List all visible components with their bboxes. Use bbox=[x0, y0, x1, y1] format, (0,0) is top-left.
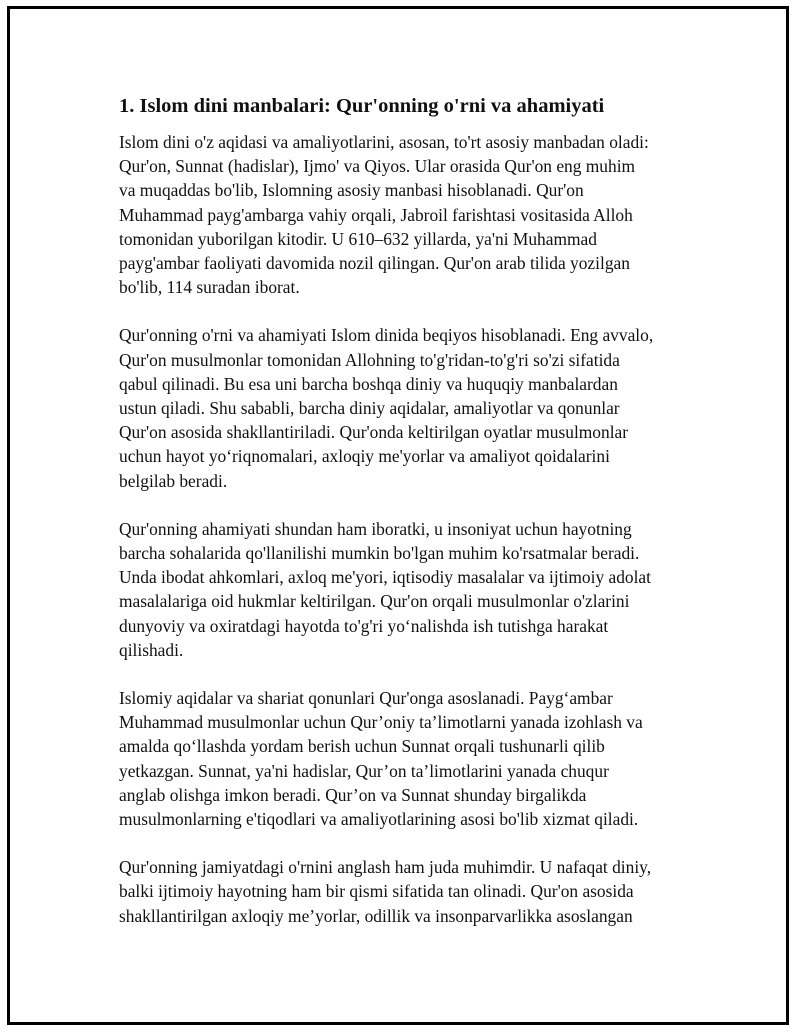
paragraph-3 bbox=[119, 517, 694, 662]
paragraph-line: musulmonlarning e'tiqodlari va amaliyotlarining asosi bo'lib xizmat qiladi. bbox=[119, 809, 639, 830]
paragraph-5 bbox=[119, 855, 694, 928]
paragraphs bbox=[119, 130, 694, 928]
paragraph-line: Qur'onning jamiyatdagi o'rnini anglash ham juda muhimdir. U nafaqat diniy, bbox=[119, 857, 652, 878]
paragraph-line: Islomiy aqidalar va shariat qonunlari Qur'onga asoslanadi. Payg‘ambar bbox=[119, 688, 613, 709]
paragraph-line: Qur'on, Sunnat (hadislar), Ijmo' va Qiyos. Ular orasida Qur'on eng muhim bbox=[119, 156, 636, 177]
paragraph-line: Qur'on musulmonlar tomonidan Allohning to'g'ridan-to'g'ri so'zi sifatida bbox=[119, 349, 620, 370]
paragraph-line: masalalariga oid hukmlar keltirilgan. Qur'on orqali musulmonlar o'zlarini bbox=[119, 591, 630, 612]
paragraph-line: Qur'on asosida shakllantiriladi. Qur'onda keltirilgan oyatlar musulmonlar bbox=[119, 422, 629, 443]
paragraph-line: Unda ibodat ahkomlari, axloq me'yori, iqtisodiy masalalar va ijtimoiy adolat bbox=[119, 567, 651, 588]
document-body bbox=[119, 92, 694, 952]
paragraph-line: ustun qiladi. Shu sababli, barcha diniy aqidalar, amaliyotlar va qonunlar bbox=[119, 398, 620, 419]
section-heading: 1. Islom dini manbalari: Qur'onning o'rni va ahamiyati bbox=[119, 95, 605, 117]
paragraph-line: uchun hayot yo‘riqnomalari, axloqiy me'yorlar va amaliyot qoidalarini bbox=[119, 446, 610, 467]
paragraph-line: shakllantirilgan axloqiy me’yorlar, odillik va insonparvarlikka asoslangan bbox=[119, 905, 633, 926]
paragraph-line: dunyoviy va oxiratdagi hayotda to'g'ri yo‘nalishda ish tutishga harakat bbox=[119, 615, 609, 636]
paragraph-line: bo'lib, 114 suradan iborat. bbox=[119, 277, 300, 298]
paragraph-line: balki ijtimoiy hayotning ham bir qismi sifatida tan olinadi. Qur'on asosida bbox=[119, 881, 634, 902]
paragraph-line: qabul qilinadi. Bu esa uni barcha boshqa diniy va huquqiy manbalardan bbox=[119, 373, 618, 394]
paragraph-line: barcha sohalarida qo'llanilishi mumkin bo'lgan muhim ko'rsatmalar beradi. bbox=[119, 543, 640, 564]
paragraph-2 bbox=[119, 323, 694, 492]
paragraph-line: Qur'onning ahamiyati shundan ham iboratki, u insoniyat uchun hayotning bbox=[119, 518, 632, 539]
paragraph-line: amalda qo‘llashda yordam berish uchun Sunnat orqali tushunarli qilib bbox=[119, 736, 605, 757]
paragraph-line: payg'ambar faoliyati davomida nozil qilingan. Qur'on arab tilida yozilgan bbox=[119, 253, 630, 274]
paragraph-1 bbox=[119, 130, 694, 299]
paragraph-line: Islom dini o'z aqidasi va amaliyotlarini, asosan, to'rt asosiy manbadan oladi: bbox=[119, 132, 649, 152]
paragraph-line: qilishadi. bbox=[119, 639, 184, 660]
paragraph-line: va muqaddas bo'lib, Islomning asosiy manbasi hisoblanadi. Qur'on bbox=[119, 180, 584, 201]
paragraph-line: belgilab beradi. bbox=[119, 470, 228, 491]
paragraph-line: Muhammad musulmonlar uchun Qur’oniy ta’limotlarni yanada izohlash va bbox=[119, 712, 643, 733]
paragraph-line: anglab olishga imkon beradi. Qur’on va Sunnat shunday birgalikda bbox=[119, 784, 587, 805]
paragraph-4 bbox=[119, 686, 694, 831]
paragraph-line: Qur'onning o'rni va ahamiyati Islom dinida beqiyos hisoblanadi. Eng avvalo, bbox=[119, 325, 654, 346]
paragraph-line: yetkazgan. Sunnat, ya'ni hadislar, Qur’on ta’limotlarini yanada chuqur bbox=[119, 760, 609, 781]
paragraph-line: Muhammad payg'ambarga vahiy orqali, Jabroil farishtasi vositasida Alloh bbox=[119, 204, 633, 225]
paragraph-line: tomonidan yuborilgan kitodir. U 610–632 yillarda, ya'ni Muhammad bbox=[119, 228, 597, 249]
